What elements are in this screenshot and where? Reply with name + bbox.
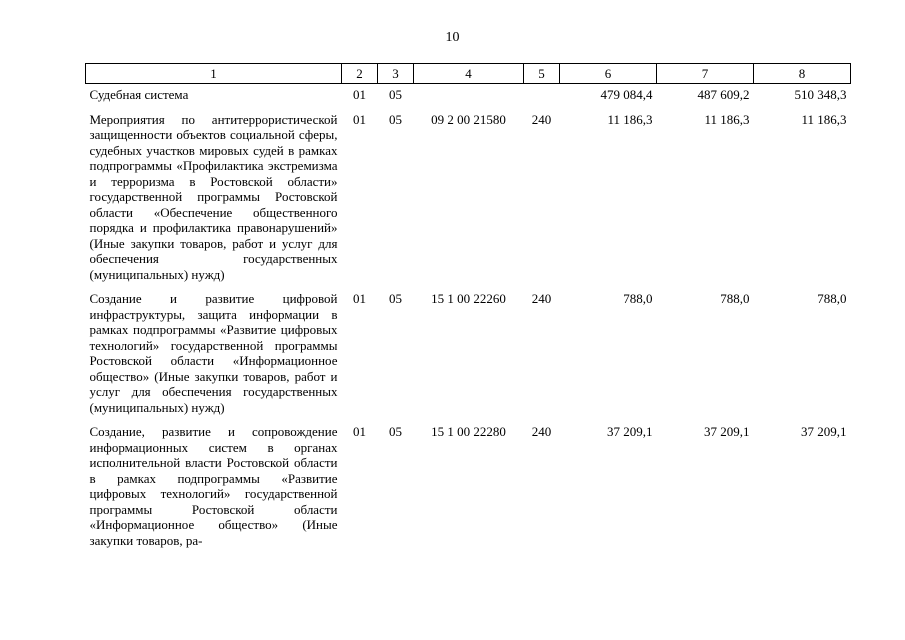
row-amount-col8: 510 348,3	[794, 87, 847, 102]
row-subsection-code: 05	[389, 291, 402, 306]
row-name: Судебная система	[89, 87, 189, 102]
row-amount-col7: 11 186,3	[704, 111, 750, 127]
row-name: Мероприятия по антитеррористической защищенности объектов социальной сферы, судебных участков мировых судей в рамках подпрограммы «Профилактика экстремизма и терроризма в Ростовской области» государственной программы Ростовской области «Обеспечение общественного порядка и профилактика правонарушений» (Иные закупки товаров, работ и услуг для обеспечения государственных (муниципальных) нужд)	[89, 111, 338, 282]
row-amount-col6: 479 084,4	[600, 87, 653, 102]
row-section-code: 01	[353, 291, 366, 306]
row-expense-type: 240	[531, 424, 552, 439]
row-amount-col6: 37 209,1	[607, 424, 653, 439]
row-amount-col6: 11 186,3	[607, 111, 653, 127]
row-section-code: 01	[353, 111, 366, 127]
table-row	[86, 421, 851, 554]
row-target-article: 15 1 00 22260	[431, 291, 506, 306]
row-name: Создание и развитие цифровой инфраструктуры, защита информации в рамках подпрограммы «Развитие цифровых технологий» государственной программы Ростовской области «Информационное общество» (Иные закупки товаров, работ и услуг для обеспечения государственных (муниципальных) нужд)	[89, 291, 338, 415]
row-name: Создание, развитие и сопровождение информационных систем в органах исполнительной власти Ростовской области в рамках подпрограммы «Развитие цифровых технологий» государственной программы Ростовской области «Информационное общество» (Иные закупки товаров, ра-	[89, 424, 338, 548]
column-header-5: 5	[524, 64, 560, 84]
row-amount-col7: 37 209,1	[704, 424, 750, 439]
row-expense-type: 240	[531, 111, 552, 127]
header-row	[86, 64, 851, 84]
row-amount-col8: 37 209,1	[801, 424, 847, 439]
row-section-code: 01	[353, 424, 366, 439]
row-target-article	[414, 84, 524, 109]
page-number: 10	[445, 30, 460, 45]
column-header-7: 7	[657, 64, 754, 84]
budget-table	[85, 63, 851, 554]
column-header-3: 3	[378, 64, 414, 84]
row-expense-type: 240	[531, 291, 552, 306]
row-subsection-code: 05	[389, 87, 402, 102]
column-header-1: 1	[86, 64, 342, 84]
column-header-6: 6	[560, 64, 657, 84]
table-row	[86, 109, 851, 289]
row-target-article: 09 2 00 21580	[431, 111, 506, 127]
row-subsection-code: 05	[389, 424, 402, 439]
column-header-4: 4	[414, 64, 524, 84]
table-row	[86, 84, 851, 109]
row-target-article: 15 1 00 22280	[431, 424, 506, 439]
row-section-code: 01	[353, 87, 366, 102]
row-amount-col7: 788,0	[720, 291, 750, 306]
row-amount-col7: 487 609,2	[697, 87, 750, 102]
row-amount-col8: 11 186,3	[801, 111, 847, 127]
column-header-2: 2	[342, 64, 378, 84]
row-subsection-code: 05	[389, 111, 402, 127]
row-amount-col8: 788,0	[817, 291, 847, 306]
row-amount-col6: 788,0	[623, 291, 653, 306]
row-expense-type	[524, 84, 560, 109]
column-header-8: 8	[754, 64, 851, 84]
table-row	[86, 288, 851, 421]
